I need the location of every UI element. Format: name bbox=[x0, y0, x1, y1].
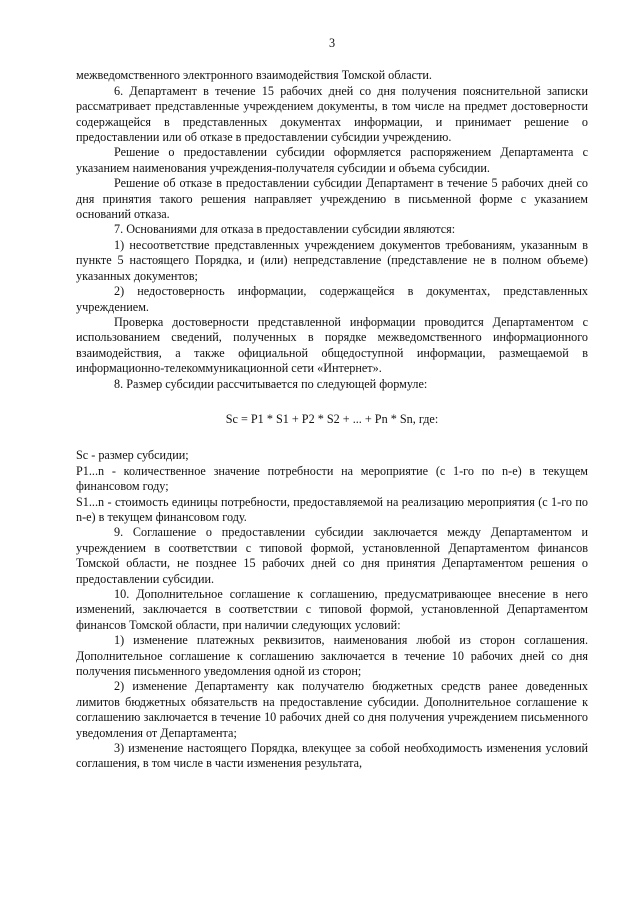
paragraph: Решение об отказе в предоставлении субсидии Департамент в течение 5 рабочих дней со дня принятия такого решения направляет учреждению в письменной форме с указанием оснований отказа. bbox=[76, 176, 588, 222]
paragraph: 6. Департамент в течение 15 рабочих дней со дня получения пояснительной записки рассматривает представленные учреждением документы, в том числе на предмет достоверности содержащейся в представленных документах информации, и принимает решение о предоставлении или об отказе в предоставлении субсидии учреждению. bbox=[76, 83, 588, 145]
list-item: 3) изменение настоящего Порядка, влекущее за собой необходимость изменения условий соглашения, в том числе в части изменения результата, bbox=[76, 741, 588, 771]
definition-item: P1...n - количественное значение потребности на мероприятие (с 1-го по n-е) в текущем финансовом году; bbox=[76, 463, 588, 494]
paragraph: 7. Основаниями для отказа в предоставлении субсидии являются: bbox=[114, 222, 456, 237]
definition-item: Sc - размер субсидии; bbox=[76, 448, 189, 463]
paragraph: Решение о предоставлении субсидии оформляется распоряжением Департамента с указанием наименования учреждения-получателя субсидии и объема субсидии. bbox=[76, 145, 588, 175]
list-item: 2) недостоверность информации, содержащейся в документах, представленных учреждением. bbox=[76, 284, 588, 314]
paragraph: 9. Соглашение о предоставлении субсидии заключается между Департаментом и учреждением в соответствии с типовой формой, установленной Департаментом финансов Томской области, не позднее 15 рабочих дней со дня принятия Департаментом решения о предоставлении субсидии. bbox=[76, 525, 588, 586]
formula: Sc = P1 * S1 + P2 * S2 + ... + Pn * Sn, где: bbox=[225, 411, 439, 426]
paragraph: 8. Размер субсидии рассчитывается по следующей формуле: bbox=[114, 376, 428, 391]
body-text-bottom bbox=[76, 525, 588, 772]
paragraph: Проверка достоверности представленной информации проводится Департаментом с использованием сведений, полученных в порядке межведомственного информационного взаимодействия, а также официальной общедоступной информации, размещаемой в информационно-телекоммуникационной сети «Интернет». bbox=[76, 314, 588, 376]
list-item: 1) изменение платежных реквизитов, наименования любой из сторон соглашения. Дополнительное соглашение к соглашению заключается в течение 10 рабочих дней со дня получения письменного уведомления одной из сторон; bbox=[76, 633, 588, 679]
list-item: 1) несоответствие представленных учреждением документов требованиям, указанным в пункте 5 настоящего Порядка, и (или) непредставление (представление не в полном объеме) указанных документов; bbox=[76, 237, 588, 283]
formula-definitions bbox=[76, 448, 588, 525]
paragraph: 10. Дополнительное соглашение к соглашению, предусматривающее внесение в него изменений, заключается в соответствии с типовой формой, установленной Департаментом финансов Томской области, при наличии следующих условий: bbox=[76, 587, 588, 632]
body-text-top bbox=[76, 68, 588, 392]
paragraph: межведомственного электронного взаимодействия Томской области. bbox=[76, 68, 432, 83]
definition-item: S1...n - стоимость единицы потребности, предоставляемой на реализацию мероприятия (с 1-го по n-е) в текущем финансовом году. bbox=[76, 494, 588, 524]
page-number: 3 bbox=[328, 36, 336, 50]
list-item: 2) изменение Департаменту как получателю бюджетных средств ранее доведенных лимитов бюджетных обязательств на предоставление субсидии. Дополнительное соглашение к соглашению заключается в течение 10 рабочих дней со дня получения учреждением письменного уведомления от Департамента; bbox=[76, 679, 588, 740]
